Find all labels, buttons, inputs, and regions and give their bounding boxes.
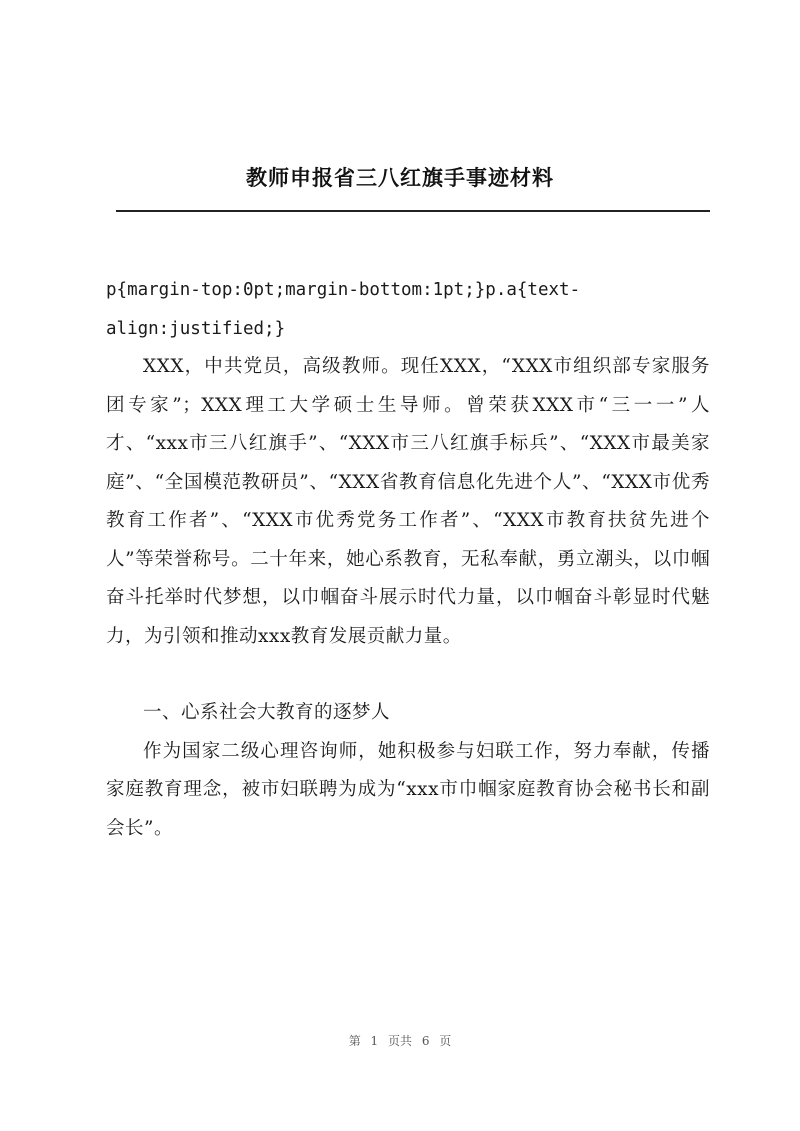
page-number: 第 1 页共 6 页 bbox=[348, 1034, 452, 1048]
section-1-paragraph: 作为国家二级心理咨询师，她积极参与妇联工作，努力奉献，传播家庭教育理念，被市妇联聘为成为“xxx市巾帼家庭教育协会秘书长和副会长”。 bbox=[106, 740, 710, 839]
document-body bbox=[106, 271, 710, 848]
intro-paragraph: XXX，中共党员，高级教师。现任XXX，“XXX市组织部专家服务团专家”；XXX理工大学硕士生导师。曾荣获XXX市“三一一”人才、“xxx市三八红旗手”、“XXX市三八红旗手标兵”、“XXX市最美家庭”、“全国模范教研员”、“XXX省教育信息化先进个人”、“XXX市优秀教育工作者”、“XXX市优秀党务工作者”、“XXX市教育扶贫先进个人”等荣誉称号。二十年来，她心系教育，无私奉献，勇立潮头，以巾帼奋斗托举时代梦想，以巾帼奋斗展示时代力量，以巾帼奋斗彰显时代魅力，为引领和推动xxx教育发展贡献力量。 bbox=[106, 356, 710, 647]
title-divider bbox=[116, 210, 710, 212]
section-heading-1: 一、心系社会大教育的逐梦人 bbox=[143, 702, 391, 723]
stray-css-text: p{margin-top:0pt;margin-bottom:1pt;}p.a{text-align:justified;} bbox=[106, 280, 581, 339]
document-title: 教师申报省三八红旗手事迹材料 bbox=[246, 166, 554, 190]
